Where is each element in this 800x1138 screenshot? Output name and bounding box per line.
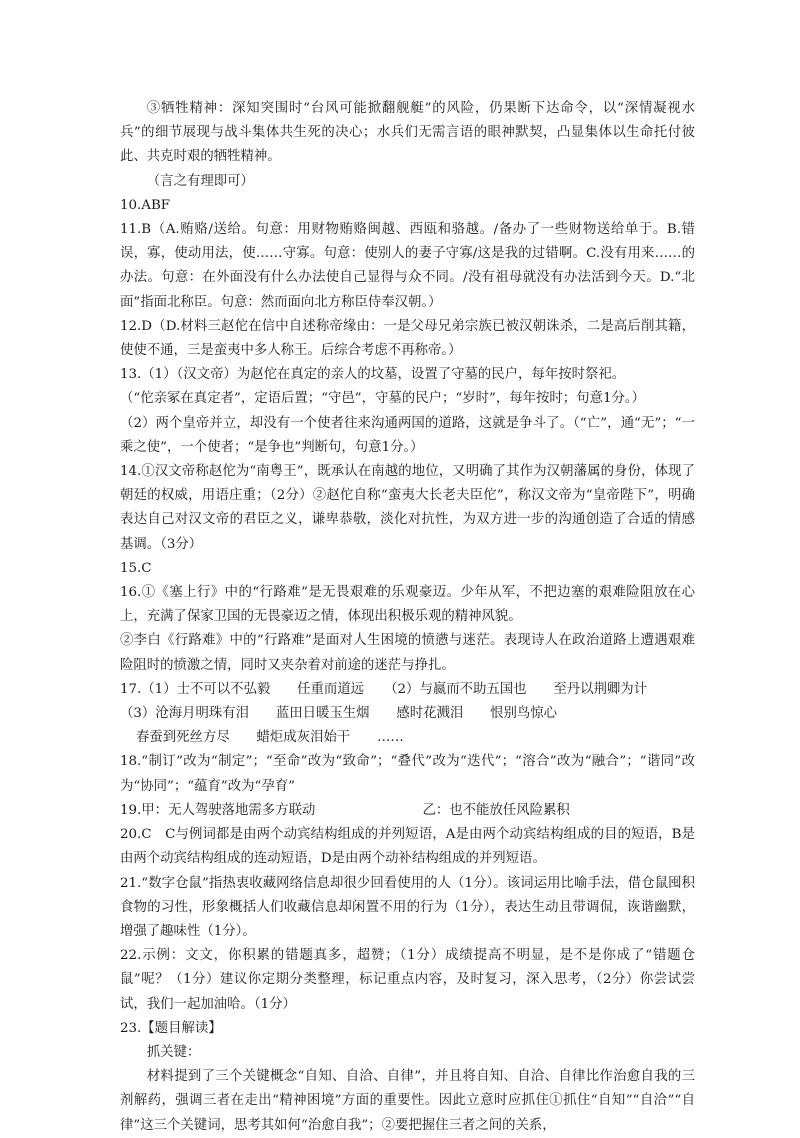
answer-q23-key: 抓关键： xyxy=(146,1044,201,1060)
answer-q13b: （2）两个皇帝并立，却没有一个使者往来沟通两国的道路，这就是争斗了。（“亡”，通“无”；“一乘之使”，一个使者；“是争也”判断句，句意1分。） xyxy=(120,415,695,455)
answer-q18: 18.“制订”改为“制定”；“至命”改为“致命”；“叠代”改为“迭代”；“溶合”改为“融合”；“谐同”改为“协同”；“蕴育”改为“孕育” xyxy=(120,754,695,794)
answer-q22: 22.示例：文文，你积累的错题真多，超赞；（1分）成绩提高不明显，是不是你成了“错题仓鼠”呢？（1分）建议你定期分类整理，标记重点内容，及时复习，深入思考，（2分）你尝试尝试，我们一起加油哈。（1分） xyxy=(120,948,695,1012)
answer-sacrifice: ③牺牲精神：深知突围时“台风可能掀翻舰艇”的风险，仍果断下达命令，以“深情凝视水兵”的细节展现与战斗集体共生死的决心；水兵们无需言语的眼神默契，凸显集体以生命托付彼此、共克时艰的牺牲精神。 xyxy=(120,101,695,165)
answer-q17c: 春蚕到死丝方尽 蜡炬成灰泪始干 …… xyxy=(136,730,404,746)
answer-note: （言之有理即可） xyxy=(146,173,254,189)
answer-q16b: ②李白《行路难》中的“行路难”是面对人生困境的愤懑与迷茫。表现诗人在政治道路上遭遇艰难险阻时的愤激之情，同时又夹杂着对前途的迷茫与挣扎。 xyxy=(120,633,695,673)
answer-q11: 11.B（A.贿赂/送给。句意：用财物贿赂闽越、西瓯和骆越。/备办了一些财物送给单于。B.错误，寡，使动用法，使……守寡。句意：使别人的妻子守寡/这是我的过错啊。C.没有用来……的办法。句意：在外面没有什么办法使自己显得与众不同。/没有祖母就没有办法活到今天。D.“北面”指面北称臣。句意：然而面向北方称臣侍奉汉朝。） xyxy=(120,222,695,310)
answer-q23-body: 材料提到了三个关键概念“自知、自洽、自律”，并且将自知、自洽、自律比作治愈自我的三剂解药，强调三者在走出“精神困境”方面的重要性。因此立意时应抓住①抓住“自知”“自洽”“自律”这三个关键词，思考其如何“治愈自我”；②要把握住三者之间的关系， xyxy=(120,1069,695,1133)
answer-q14: 14.①汉文帝称赵佗为“南粤王”，既承认在南越的地位，又明确了其作为汉朝藩属的身份，体现了朝廷的权威，用语庄重；（2分）②赵佗自称“蛮夷大长老夫臣佗”，称汉文帝为“皇帝陛下”，明确表达自己对汉文帝的君臣之义，谦卑恭敬，淡化对抗性，为双方进一步的沟通创造了合适的情感基调。（3分） xyxy=(120,464,695,552)
answer-key-page xyxy=(120,97,695,1138)
answer-q17b: （3）沧海月明珠有泪 蓝田日暖玉生烟 感时花溅泪 恨别鸟惊心 xyxy=(120,706,558,722)
answer-q13a: 13.（1）（汉文帝）为赵佗在真定的亲人的坟墓，设置了守墓的民户，每年按时祭祀。 xyxy=(120,367,626,383)
answer-q17a: 17.（1）士不可以不弘毅 任重而道远 （2）与嬴而不助五国也 至丹以荆卿为计 xyxy=(120,681,648,697)
answer-q23: 23.【题目解读】 xyxy=(120,1020,222,1036)
answer-q21: 21.“数字仓鼠”指热衷收藏网络信息却很少回看使用的人（1分）。该词运用比喻手法，借仓鼠囤积食物的习性，形象概括人们收藏信息却闲置不用的行为（1分），表达生动且带调侃，诙谐幽默，增强了趣味性（1分）。 xyxy=(120,875,695,939)
answer-q16a: 16.①《塞上行》中的“行路难”是无畏艰难的乐观豪迈。少年从军，不把边塞的艰难险阻放在心上，充满了保家卫国的无畏豪迈之情，体现出积极乐观的精神风貌。 xyxy=(120,585,695,625)
answer-q13a-note: （“佗亲冢在真定者”，定语后置；“守邑”，守墓的民户；“岁时”，每年按时；句意1分。） xyxy=(120,391,645,407)
answer-q19: 19.甲：无人驾驶落地需多方联动 乙：也不能放任风险累积 xyxy=(120,802,570,818)
answer-q20: 20.C C与例词都是由两个动宾结构组成的并列短语，A是由两个动宾结构组成的目的短语，B是由两个动宾结构组成的连动短语，D是由两个动补结构组成的并列短语。 xyxy=(120,827,695,867)
answer-q12: 12.D（D.材料三赵佗在信中自述称帝缘由：一是父母兄弟宗族已被汉朝诛杀，二是高后削其籍，使使不通，三是蛮夷中多人称王。后综合考虑不再称帝。） xyxy=(120,318,695,359)
answer-q15: 15.C xyxy=(120,560,152,576)
answer-q10: 10.ABF xyxy=(120,197,171,213)
